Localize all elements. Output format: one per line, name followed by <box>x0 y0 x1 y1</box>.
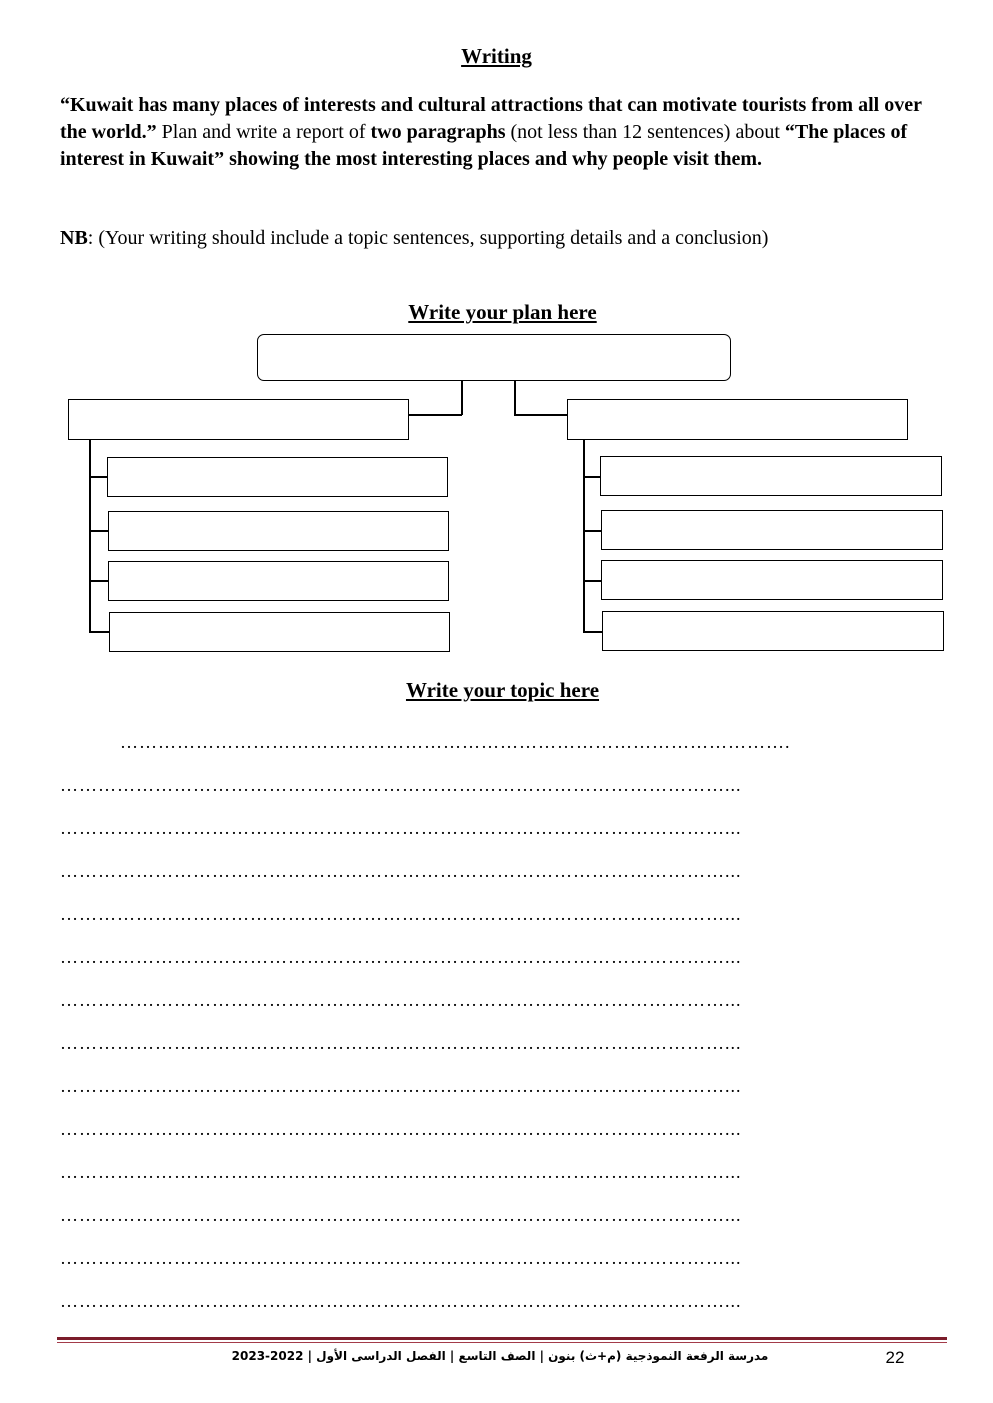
plan-detail-box[interactable] <box>601 560 943 600</box>
plan-paragraph-1-box[interactable] <box>68 399 409 440</box>
writing-prompt <box>60 92 940 173</box>
connector-line <box>461 381 463 415</box>
writing-line[interactable]: ……………………………………………………………………………………………... <box>60 861 742 881</box>
writing-line[interactable]: ……………………………………………………………………………………………... <box>60 818 742 838</box>
connector-line <box>583 440 585 632</box>
connector-line <box>583 631 603 633</box>
connector-line <box>89 440 91 632</box>
footer-divider <box>57 1342 947 1343</box>
plan-detail-box[interactable] <box>600 456 942 496</box>
writing-line[interactable]: ……………………………………………………………………………………………... <box>60 1162 742 1182</box>
writing-line[interactable]: ……………………………………………………………………………………………... <box>60 775 742 795</box>
connector-line <box>89 631 109 633</box>
plan-detail-box[interactable] <box>601 510 943 550</box>
connector-line <box>583 530 602 532</box>
note-text: : (Your writing should include a topic sentences, supporting details and a conclusion) <box>87 227 769 249</box>
writing-line[interactable]: ……………………………………………………………………………………………... <box>60 1291 742 1311</box>
plan-detail-box[interactable] <box>602 611 944 651</box>
connector-line <box>514 381 516 415</box>
writing-line[interactable]: ……………………………………………………………………………………………... <box>60 1248 742 1268</box>
topic-heading: Write your topic here <box>405 678 600 702</box>
note <box>60 225 940 252</box>
writing-line[interactable]: ……………………………………………………………………………………………... <box>60 1076 742 1096</box>
writing-line[interactable]: ……………………………………………………………………………………………... <box>60 904 742 924</box>
writing-line[interactable]: ……………………………………………………………………………………………... <box>60 1205 742 1225</box>
plan-detail-box[interactable] <box>108 561 449 601</box>
writing-line[interactable]: ……………………………………………………………………………………………... <box>60 947 742 967</box>
footer-school-text: مدرسة الرفعة النموذجية (م+ث) بنون | الصف التاسع | الفصل الدراسى الأول | 2022-2023 <box>231 1349 769 1363</box>
connector-line <box>89 530 108 532</box>
prompt-text-1: Plan and write a report of <box>156 121 371 143</box>
connector-line <box>583 476 601 478</box>
plan-detail-box[interactable] <box>108 511 449 551</box>
connector-line <box>409 414 462 416</box>
prompt-quote: “Kuwait has many places of interests and cultural attractions that can motivate tourists from all over the world.” <box>60 94 922 143</box>
writing-line[interactable]: ……………………………………………………………………………………………... <box>60 1033 742 1053</box>
connector-line <box>583 580 602 582</box>
prompt-topic: “The places of interest in Kuwait” showing the most interesting places and why people visit them. <box>60 121 908 170</box>
writing-line[interactable]: ……………………………………………………………………………………………... <box>60 990 742 1010</box>
connector-line <box>89 580 108 582</box>
page-number: 22 <box>885 1348 905 1367</box>
connector-line <box>514 414 567 416</box>
note-label: NB <box>60 227 88 249</box>
prompt-paragraph-count: two paragraphs <box>370 121 506 143</box>
writing-line[interactable]: ……………………………………………………………………………………………. <box>120 732 791 752</box>
plan-paragraph-2-box[interactable] <box>567 399 908 440</box>
plan-topic-box[interactable] <box>257 334 731 381</box>
plan-detail-box[interactable] <box>109 612 450 652</box>
footer-divider <box>57 1337 947 1340</box>
writing-line[interactable]: ……………………………………………………………………………………………... <box>60 1119 742 1139</box>
page-title: Writing <box>461 44 532 68</box>
plan-detail-box[interactable] <box>107 457 448 497</box>
plan-heading: Write your plan here <box>408 300 597 324</box>
connector-line <box>89 476 107 478</box>
prompt-text-2: (not less than 12 sentences) about <box>505 121 785 143</box>
